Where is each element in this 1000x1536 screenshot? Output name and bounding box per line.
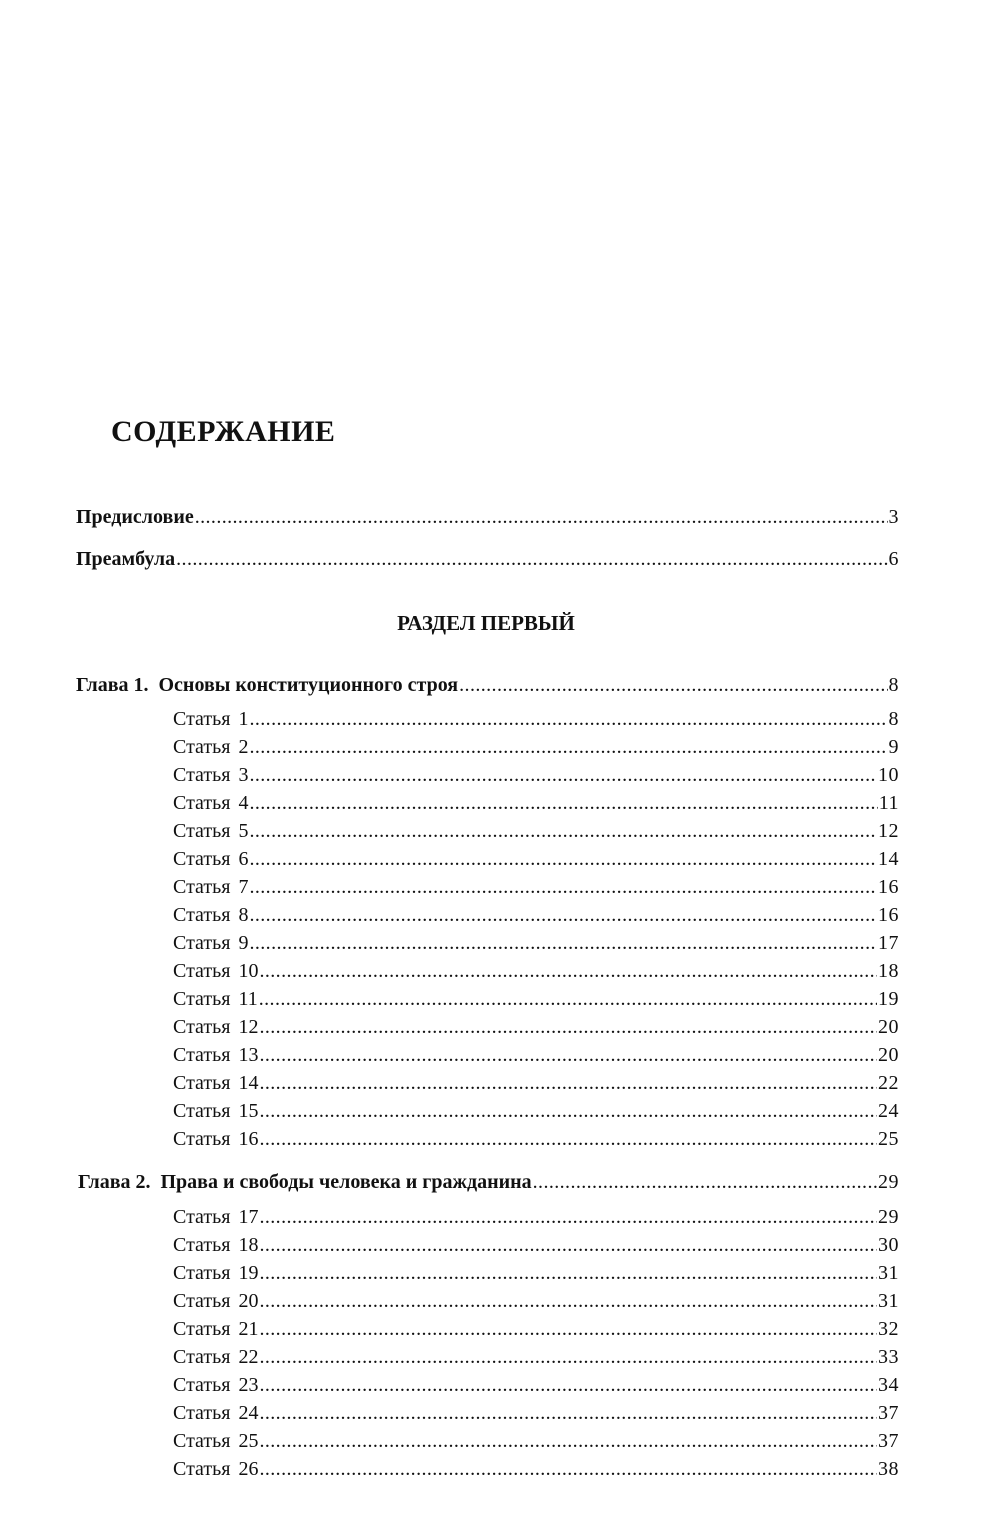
page-title: СОДЕРЖАНИЕ [111,415,336,448]
dot-leader [259,1344,877,1370]
article-lead [173,734,248,760]
toc-page-number: 16 [878,876,899,898]
toc-page-number: 8 [888,708,899,730]
article-number: 15 [238,1100,259,1122]
chapter-number: Глава 1. [76,674,149,696]
dot-leader [459,672,887,698]
toc-page-number: 34 [878,1374,899,1396]
article-label: Статья [173,1430,231,1452]
article-label: Статья [173,876,231,898]
toc-page-number: 11 [878,792,899,814]
dot-leader [259,1126,877,1152]
dot-leader [249,762,877,788]
dot-leader [249,818,877,844]
dot-leader [259,1098,877,1124]
article-label: Статья [173,932,231,954]
article-label: Статья [173,1318,231,1340]
article-lead [173,1070,258,1096]
article-number: 13 [238,1044,259,1066]
article-label: Статья [173,820,231,842]
dot-leader [259,1316,877,1342]
section-heading: РАЗДЕЛ ПЕРВЫЙ [397,611,575,635]
toc-page-number: 33 [878,1346,899,1368]
article-label: Статья [173,1402,231,1424]
article-number: 3 [238,764,249,786]
toc-chapter-lead [78,1169,532,1195]
article-lead [173,846,248,872]
article-label: Статья [173,764,231,786]
article-number: 21 [238,1318,259,1340]
dot-leader [259,1070,877,1096]
toc-article-entry[interactable] [173,1204,899,1230]
article-number: 4 [238,792,249,814]
article-number: 23 [238,1374,259,1396]
article-lead [173,1126,258,1152]
dot-leader [195,504,888,530]
article-label: Статья [173,1374,231,1396]
article-number: 5 [238,820,249,842]
article-number: 24 [238,1402,259,1424]
toc-article-entry[interactable] [173,1428,899,1454]
article-number: 14 [238,1072,259,1094]
dot-leader [259,986,877,1012]
article-number: 20 [238,1290,259,1312]
article-lead [173,958,258,984]
article-number: 16 [238,1128,259,1150]
article-lead [173,1456,258,1482]
toc-article-entry[interactable] [173,1456,899,1482]
article-label: Статья [173,1346,231,1368]
article-label: Статья [173,988,231,1010]
article-lead [173,818,248,844]
article-label: Статья [173,792,231,814]
toc-article-entry[interactable] [173,1260,899,1286]
toc-page-number: 29 [878,1206,899,1228]
toc-page-number: 3 [888,506,899,528]
article-label: Статья [173,960,231,982]
article-label: Статья [173,1206,231,1228]
toc-page-number: 8 [888,674,899,696]
toc-page-number: 31 [878,1290,899,1312]
toc-article-entry[interactable] [173,790,899,816]
toc-page-number: 25 [878,1128,899,1150]
article-lead [173,706,248,732]
toc-article-entry[interactable] [173,930,899,956]
toc-entry-preamble[interactable] [76,546,899,572]
dot-leader [259,1042,877,1068]
article-lead [173,1204,258,1230]
dot-leader [259,1014,877,1040]
toc-article-entry[interactable] [173,1098,899,1124]
dot-leader [259,1260,877,1286]
toc-page-number: 18 [878,960,899,982]
article-label: Статья [173,1016,231,1038]
toc-page-number: 17 [878,932,899,954]
dot-leader [249,846,877,872]
dot-leader [259,1400,877,1426]
toc-article-entry[interactable] [173,1232,899,1258]
toc-entry-preface[interactable] [76,504,899,530]
article-lead [173,1400,258,1426]
dot-leader [259,1456,877,1482]
toc-article-entry[interactable] [173,1014,899,1040]
article-lead [173,1372,258,1398]
article-label: Статья [173,904,231,926]
toc-entry-label: Предисловие [76,506,194,528]
article-number: 8 [238,904,249,926]
article-number: 19 [238,1262,259,1284]
toc-page-number: 9 [888,736,899,758]
toc-page-number: 29 [878,1171,899,1193]
toc-page-number: 20 [878,1016,899,1038]
dot-leader [249,930,877,956]
toc-page-number: 14 [878,848,899,870]
dot-leader [249,706,887,732]
toc-article-entry[interactable] [173,1372,899,1398]
toc-article-entry[interactable] [173,1126,899,1152]
toc-page-number: 6 [888,548,899,570]
article-number: 12 [238,1016,259,1038]
article-lead [173,1288,258,1314]
article-label: Статья [173,1262,231,1284]
dot-leader [533,1169,877,1195]
article-label: Статья [173,1044,231,1066]
article-lead [173,874,248,900]
article-lead [173,986,258,1012]
article-lead [173,790,248,816]
article-lead [173,1098,258,1124]
chapter-number: Глава 2. [78,1171,151,1193]
article-label: Статья [173,736,231,758]
article-lead [173,762,248,788]
toc-entry-label: Преамбула [76,548,176,570]
dot-leader [259,1428,877,1454]
toc-page-number: 38 [878,1458,899,1480]
dot-leader [249,734,887,760]
toc-page-number: 10 [878,764,899,786]
dot-leader [176,546,887,572]
toc-page-number: 22 [878,1072,899,1094]
article-lead [173,1344,258,1370]
article-label: Статья [173,1458,231,1480]
toc-article-entry[interactable] [173,958,899,984]
article-lead [173,1232,258,1258]
toc-article-entry[interactable] [173,874,899,900]
article-label: Статья [173,708,231,730]
toc-article-entry[interactable] [173,818,899,844]
article-number: 11 [238,988,258,1010]
toc-page-number: 37 [878,1430,899,1452]
toc-article-entry[interactable] [173,762,899,788]
toc-chapter-lead [76,672,458,698]
toc-article-entry[interactable] [173,846,899,872]
article-label: Статья [173,1290,231,1312]
toc-article-entry[interactable] [173,706,899,732]
article-number: 6 [238,848,249,870]
toc-page-number: 32 [878,1318,899,1340]
article-label: Статья [173,1234,231,1256]
toc-chapter-1[interactable] [76,672,899,698]
toc-article-entry[interactable] [173,1316,899,1342]
toc-article-entry[interactable] [173,1400,899,1426]
toc-article-entry[interactable] [173,1070,899,1096]
article-number: 17 [238,1206,259,1228]
chapter-title: Права и свободы человека и гражданина [160,1171,532,1193]
toc-page-number: 24 [878,1100,899,1122]
toc-article-entry[interactable] [173,902,899,928]
article-lead [173,1042,258,1068]
article-number: 1 [238,708,249,730]
article-number: 10 [238,960,259,982]
article-lead [173,902,248,928]
article-lead [173,1428,258,1454]
article-number: 25 [238,1430,259,1452]
dot-leader [259,1204,877,1230]
dot-leader [259,1232,877,1258]
article-lead [173,930,248,956]
toc-page-number: 37 [878,1402,899,1424]
dot-leader [249,902,877,928]
article-lead [173,1260,258,1286]
article-number: 26 [238,1458,259,1480]
article-number: 7 [238,876,249,898]
article-label: Статья [173,1100,231,1122]
toc-article-entry[interactable] [173,1288,899,1314]
toc-page-number: 16 [878,904,899,926]
dot-leader [259,1372,877,1398]
toc-page-number: 20 [878,1044,899,1066]
article-number: 9 [238,932,249,954]
toc-page-number: 30 [878,1234,899,1256]
toc-article-entry[interactable] [173,1344,899,1370]
article-number: 2 [238,736,249,758]
toc-chapter-2[interactable] [78,1169,899,1195]
article-label: Статья [173,848,231,870]
toc-page-number: 19 [878,988,899,1010]
toc-article-entry[interactable] [173,1042,899,1068]
article-lead [173,1014,258,1040]
article-label: Статья [173,1072,231,1094]
dot-leader [249,790,877,816]
toc-article-entry[interactable] [173,734,899,760]
article-number: 18 [238,1234,259,1256]
dot-leader [249,874,877,900]
article-lead [173,1316,258,1342]
article-number: 22 [238,1346,259,1368]
toc-page-number: 31 [878,1262,899,1284]
chapter-title: Основы конституционного строя [158,674,459,696]
toc-page-number: 12 [878,820,899,842]
dot-leader [259,1288,877,1314]
toc-article-entry[interactable] [173,986,899,1012]
dot-leader [259,958,877,984]
article-label: Статья [173,1128,231,1150]
